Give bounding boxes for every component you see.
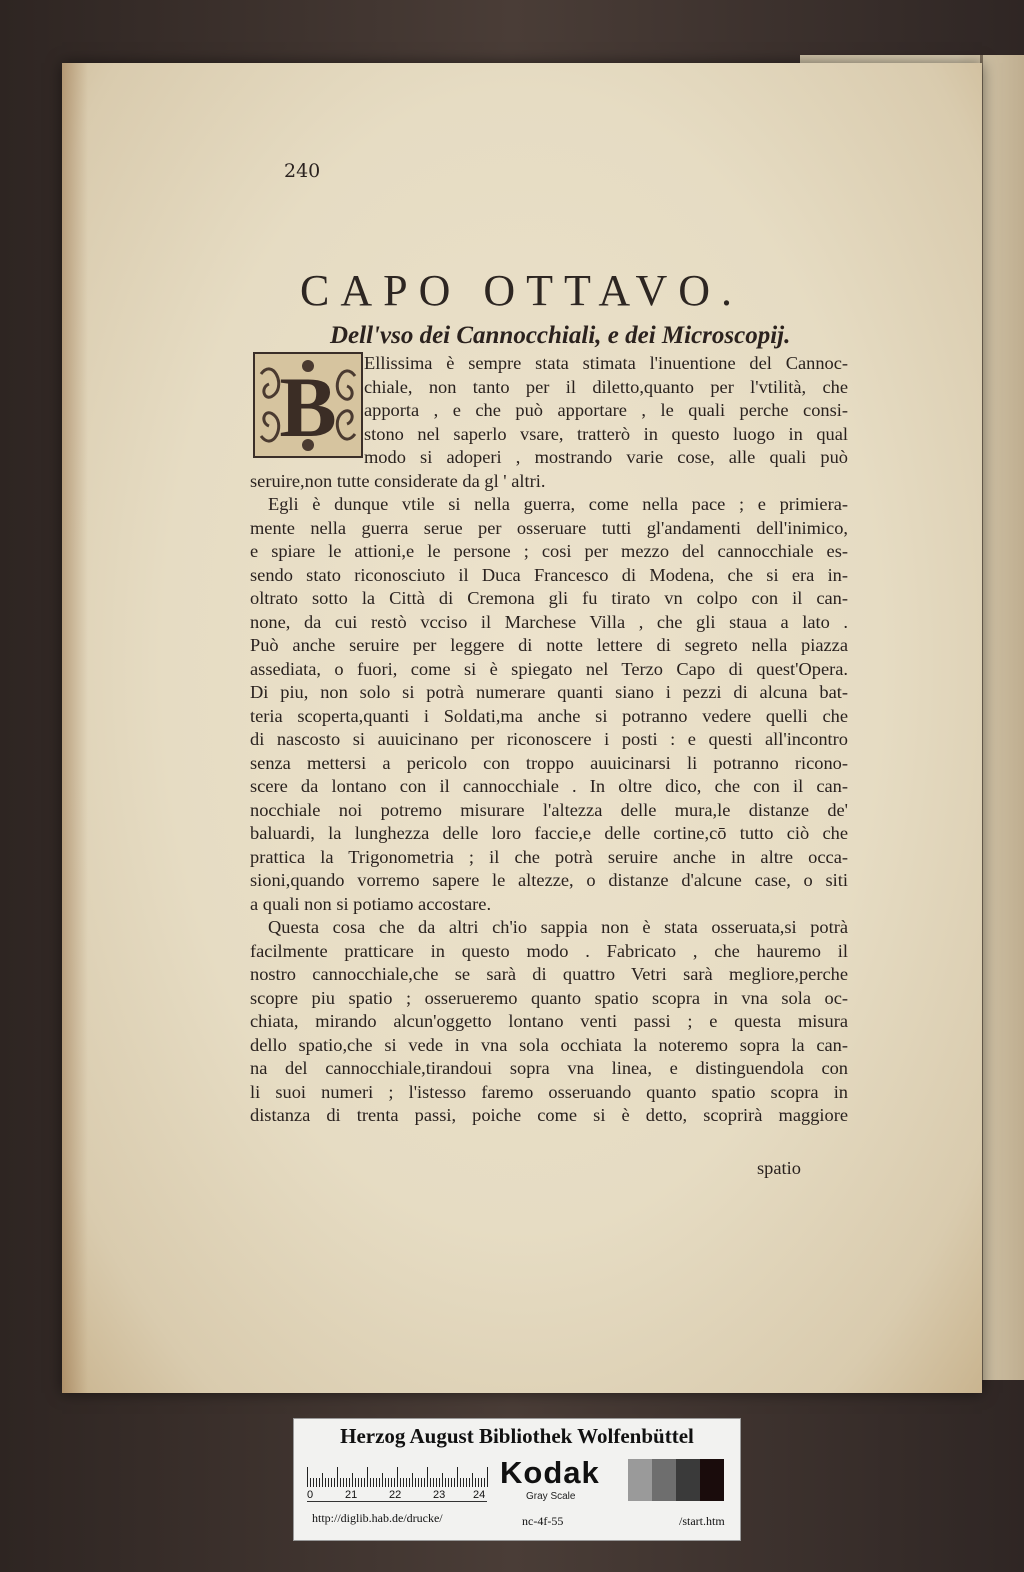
scale-tick xyxy=(331,1478,332,1487)
scale-number: 21 xyxy=(345,1489,358,1501)
text-line: scere da lontano con il cannocchiale . In oltre dico, che con il can- xyxy=(250,776,848,796)
scale-tick xyxy=(361,1478,362,1487)
scale-tick xyxy=(367,1467,368,1487)
gray-scale-label: Gray Scale xyxy=(526,1491,576,1502)
scale-tick xyxy=(448,1478,449,1487)
scale-tick xyxy=(334,1478,335,1487)
shelfmark: nc-4f-55 xyxy=(522,1514,564,1528)
scale-tick xyxy=(358,1478,359,1487)
text-line: teria scoperta,quanti i Soldati,ma anche si potranno vedere quelli che xyxy=(250,705,848,726)
scale-tick xyxy=(460,1478,461,1487)
gray-swatch xyxy=(652,1459,676,1501)
scale-tick xyxy=(313,1478,314,1487)
text-line: li suoi numeri ; l'istesso faremo osseruando quanto spatio scopra in xyxy=(250,1081,848,1102)
text-line: baluardi, la lunghezza delle loro faccie,e delle cortine,cō tutto ciò che xyxy=(250,823,848,843)
scale-tick xyxy=(337,1467,338,1487)
scale-tick xyxy=(451,1478,452,1487)
gray-swatch xyxy=(676,1459,700,1501)
gray-swatch xyxy=(700,1459,724,1501)
scale-tick xyxy=(373,1478,374,1487)
text-line: Questa cosa che da altri ch'io sappia non è stata osseruata,si potrà xyxy=(268,917,848,937)
scale-tick xyxy=(397,1467,398,1487)
scale-tick xyxy=(487,1467,488,1487)
scale-tick xyxy=(433,1478,434,1487)
drop-cap xyxy=(253,352,363,458)
scale-tick xyxy=(352,1473,353,1487)
text-line: assediata, o fuori, come si è spiegato nel Terzo Capo di quest'Opera. xyxy=(250,658,848,679)
scale-tick xyxy=(325,1478,326,1487)
scale-tick xyxy=(379,1478,380,1487)
scale-tick xyxy=(400,1478,401,1487)
text-line: Ellissima è sempre stata stimata l'inuentione del Cannoc- xyxy=(364,353,848,373)
text-line: oltrato sotto la Città di Cremona gli fu tirato vn colpo con il can- xyxy=(250,588,848,608)
drop-cap-letter: B xyxy=(279,359,337,455)
page-number: 240 xyxy=(284,160,321,182)
scale-tick xyxy=(406,1478,407,1487)
gray-swatch xyxy=(628,1459,652,1501)
scale-tick xyxy=(442,1473,443,1487)
text-line: distanza di trenta passi, poiche come si è detto, scoprirà maggiore xyxy=(250,1105,848,1125)
scale-tick xyxy=(385,1478,386,1487)
text-line: facilmente pratticare in questo modo . Fabricato , che hauremo il xyxy=(250,940,848,961)
text-line: chiale, non tanto per il diletto,quanto per l'vtilità, che xyxy=(364,376,848,397)
scale-number: 23 xyxy=(433,1489,446,1501)
scale-tick xyxy=(346,1478,347,1487)
scale-tick xyxy=(319,1478,320,1487)
text-line: stono nel saperlo vsare, tratterò in questo luogo in qual xyxy=(364,423,848,444)
scale-tick xyxy=(403,1478,404,1487)
scale-tick xyxy=(391,1478,392,1487)
ornament-icon xyxy=(255,354,361,456)
scale-number: 0 xyxy=(307,1489,314,1501)
text-line: sioni,quando vorremo sapere le altezze, o distanze d'alcune case, o siti xyxy=(250,870,848,890)
chapter-subtitle: Dell'vso dei Cannocchiali, e dei Microscopij. xyxy=(330,322,791,349)
scale-tick xyxy=(376,1478,377,1487)
scale-tick xyxy=(310,1478,311,1487)
text-line: none, da cui restò vcciso il Marchese Villa , che gli staua a lato . xyxy=(250,611,848,632)
text-line: seruire,non tutte considerate da gl ' altri. xyxy=(250,470,546,491)
scale-tick xyxy=(340,1478,341,1487)
scale-tick xyxy=(370,1478,371,1487)
library-name: Herzog August Bibliothek Wolfenbüttel xyxy=(340,1424,694,1448)
scale-number: 24 xyxy=(473,1489,486,1501)
text-line: nostro cannocchiale,che se sarà di quattro Vetri sarà megliore,perche xyxy=(250,964,848,984)
scale-tick xyxy=(439,1478,440,1487)
color-target-card xyxy=(293,1418,741,1541)
text-line: prattica la Trigonometria ; il che potrà seruire anche in altre occa- xyxy=(250,846,848,867)
scale-tick xyxy=(484,1478,485,1487)
scale-tick xyxy=(457,1467,458,1487)
scale-tick xyxy=(466,1478,467,1487)
scale-tick xyxy=(463,1478,464,1487)
text-line: dello spatio,che si vede in vna sola occhiata la noteremo sopra la can- xyxy=(250,1034,848,1055)
scale-tick xyxy=(454,1478,455,1487)
scale-tick xyxy=(475,1478,476,1487)
scale-tick xyxy=(421,1478,422,1487)
scale-number: 22 xyxy=(389,1489,402,1501)
scale-tick xyxy=(322,1473,323,1487)
scale-tick xyxy=(481,1478,482,1487)
ruler-scale xyxy=(307,1455,487,1502)
scale-tick xyxy=(364,1478,365,1487)
scale-tick xyxy=(427,1467,428,1487)
scale-tick xyxy=(412,1473,413,1487)
scale-tick xyxy=(469,1478,470,1487)
text-line: senza mettersi a pericolo con troppo auuicinarsi li potranno ricono- xyxy=(250,752,848,773)
scale-tick xyxy=(349,1478,350,1487)
scale-tick xyxy=(415,1478,416,1487)
scale-tick xyxy=(343,1478,344,1487)
text-line: nocchiale noi potremo misurare l'altezza delle mura,le distanze de' xyxy=(250,799,848,820)
chapter-title: CAPO OTTAVO. xyxy=(300,266,744,315)
text-line: Di piu, non solo si potrà numerare quanti siano i pezzi di alcuna bat- xyxy=(250,682,848,702)
text-line: a quali non si potiamo accostare. xyxy=(250,893,492,914)
start-path: /start.htm xyxy=(679,1514,725,1528)
scale-tick xyxy=(388,1478,389,1487)
scale-tick xyxy=(328,1478,329,1487)
library-url: http://diglib.hab.de/drucke/ xyxy=(312,1511,443,1525)
text-line: Egli è dunque vtile si nella guerra, come nella pace ; e primiera- xyxy=(268,494,848,514)
catchword: spatio xyxy=(757,1158,801,1178)
text-line: Può anche seruire per leggere di notte lettere di segreto nella piazza xyxy=(250,635,848,655)
scale-tick xyxy=(430,1478,431,1487)
scale-tick xyxy=(418,1478,419,1487)
scale-tick xyxy=(307,1467,308,1487)
text-line: sendo stato riconosciuto il Duca Francesco di Modena, che si era in- xyxy=(250,564,848,585)
text-line: di nascosto si auuicinano per riconoscere i posti : e questi all'incontro xyxy=(250,729,848,749)
scale-tick xyxy=(409,1478,410,1487)
scale-tick xyxy=(424,1478,425,1487)
kodak-logo: Kodak xyxy=(500,1455,600,1490)
text-line: na del cannocchiale,tirandoui sopra vna linea, e distinguendola con xyxy=(250,1058,848,1078)
scale-tick xyxy=(355,1478,356,1487)
scale-tick xyxy=(382,1473,383,1487)
scale-tick xyxy=(478,1478,479,1487)
text-line: chiata, mirando alcun'oggetto lontano venti passi ; e questa misura xyxy=(250,1011,848,1031)
text-line: apporta , e che può apportare , le quali perche consi- xyxy=(364,400,848,420)
body-text xyxy=(250,352,848,1128)
scale-tick xyxy=(445,1478,446,1487)
scale-tick xyxy=(436,1478,437,1487)
scale-tick xyxy=(394,1478,395,1487)
text-line: scopre piu spatio ; osserueremo quanto spatio scopra in vna sola oc- xyxy=(250,987,848,1008)
text-line: mente nella guerra serue per osseruare tutti gl'andamenti dell'inimico, xyxy=(250,517,848,538)
scale-tick xyxy=(316,1478,317,1487)
scale-tick xyxy=(472,1473,473,1487)
text-line: e spiare le attioni,e le persone ; cosi per mezzo del cannocchiale es- xyxy=(250,541,848,561)
text-line: modo si adoperi , mostrando varie cose, alle quali può xyxy=(364,447,848,467)
